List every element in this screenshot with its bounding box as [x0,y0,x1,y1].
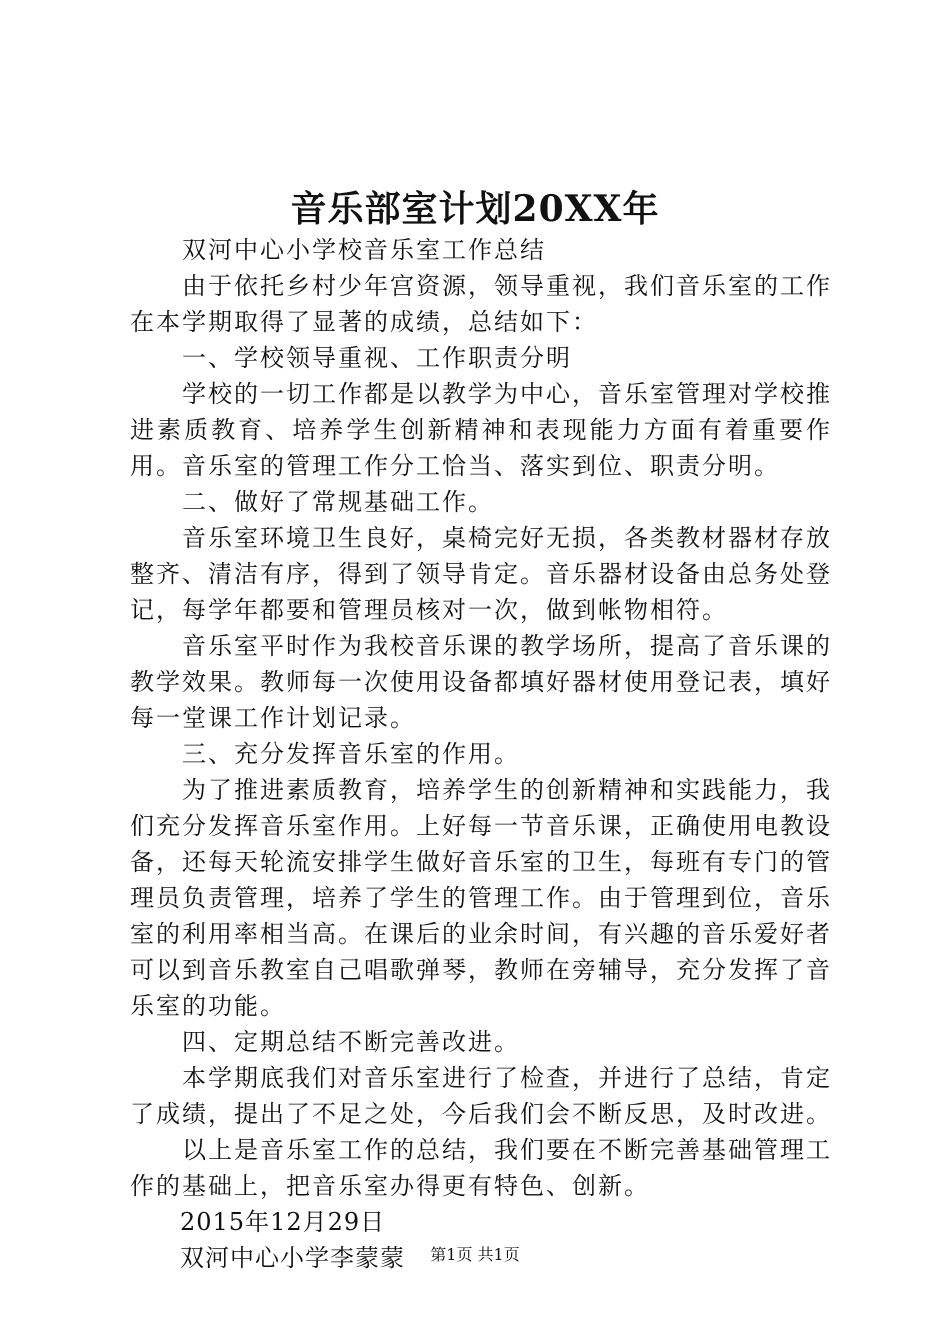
closing-paragraph: 以上是音乐室工作的总结，我们要在不断完善基础管理工作的基础上，把音乐室办得更有特色、创新。 [130,1136,832,1200]
section-2-paragraph-1: 音乐室环境卫生良好，桌椅完好无损，各类教材器材存放整齐、清洁有序，得到了领导肯定。音乐器材设备由总务处登记，每学年都要和管理员核对一次，做到帐物相符。 [130,524,832,624]
section-heading-3: 三、充分发挥音乐室的作用。 [182,740,520,768]
intro-paragraph: 由于依托乡村少年宫资源，领导重视，我们音乐室的工作在本学期取得了显著的成绩，总结如下： [130,272,832,336]
section-4-paragraph: 本学期底我们对音乐室进行了检查，并进行了总结，肯定了成绩，提出了不足之处，今后我们会不断反思，及时改进。 [130,1064,832,1128]
section-3-paragraph: 为了推进素质教育，培养学生的创新精神和实践能力，我们充分发挥音乐室作用。上好每一节音乐课，正确使用电教设备，还每天轮流安排学生做好音乐室的卫生，每班有专门的管理员负责管理，培养了学生的管理工作。由于管理到位，音乐室的利用率相当高。在课后的业余时间，有兴趣的音乐爱好者可以到音乐教室自己唱歌弹琴，教师在旁辅导，充分发挥了音乐室的功能。 [130,776,832,1020]
document-signature: 双河中心小学李蒙蒙 [180,1244,405,1272]
report-heading: 双河中心小学校音乐室工作总结 [182,236,546,264]
section-1-paragraph: 学校的一切工作都是以教学为中心，音乐室管理对学校推进素质教育、培养学生创新精神和表现能力方面有着重要作用。音乐室的管理工作分工恰当、落实到位、职责分明。 [130,380,832,480]
section-heading-4: 四、定期总结不断完善改进。 [182,1028,520,1056]
document-title: 音乐部室计划20XX年 [290,188,660,230]
page-number-footer: 第1页 共1页 [430,1245,520,1264]
document-body [130,232,832,1276]
document-date: 2015年12月29日 [180,1208,386,1236]
section-heading-1: 一、学校领导重视、工作职责分明 [182,344,572,372]
section-2-paragraph-2: 音乐室平时作为我校音乐课的教学场所，提高了音乐课的教学效果。教师每一次使用设备都填好器材使用登记表，填好每一堂课工作计划记录。 [130,632,832,732]
section-heading-2: 二、做好了常规基础工作。 [182,488,494,516]
